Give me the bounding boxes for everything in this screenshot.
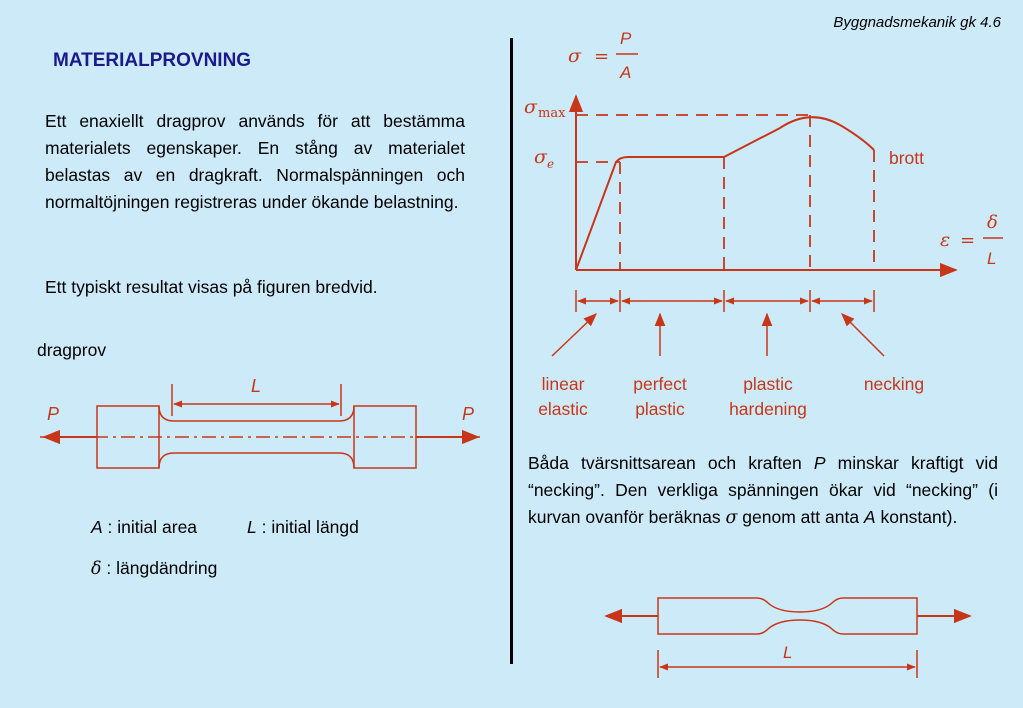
svg-text:δ: δ	[987, 212, 998, 233]
necked-specimen	[606, 598, 970, 678]
svg-text:P: P	[620, 29, 632, 48]
phase-necking: necking	[863, 374, 925, 394]
pointer-necking	[842, 314, 884, 356]
strain-formula	[940, 212, 1003, 268]
force-label-right: P	[462, 404, 475, 424]
length-label: L	[251, 376, 262, 396]
intro-paragraph: Ett enaxiellt dragprov används för att bestämma materialets egenskaper. En stång av materialet belastas av en dragkraft. Normalspänningen och normaltöjningen registreras under ökande belastning.	[45, 111, 465, 212]
page-title: MATERIALPROVNING	[53, 50, 252, 71]
specimen-gauge-top	[159, 406, 354, 421]
legend-area: A : initial area	[91, 517, 198, 537]
phase-perfect-plastic: perfect plastic	[633, 374, 687, 419]
legend-length: L : initial längd	[247, 517, 359, 537]
svg-text:L: L	[987, 249, 997, 268]
necked-length-label: L	[783, 643, 793, 662]
legend-delta: δ : längdändring	[91, 558, 218, 579]
svg-text:=: =	[594, 46, 610, 67]
specimen-gauge-bottom	[159, 453, 354, 468]
phase-linear-elastic: linear elastic	[538, 374, 588, 419]
pointer-linear	[552, 314, 596, 356]
stress-strain-diagram	[552, 96, 956, 356]
svg-text:σ: σ	[534, 146, 547, 168]
sigma-e-label	[534, 146, 554, 171]
result-paragraph: Ett typiskt resultat visas på figuren bredvid.	[45, 277, 378, 297]
svg-text:ε: ε	[940, 229, 951, 251]
fracture-label: brott	[889, 148, 925, 168]
svg-text:σ: σ	[568, 45, 581, 67]
necking-paragraph: Båda tvärsnittsarean och kraften P minskar kraftigt vid “necking”. Den verkliga spänningen ökar vid “necking” (i kurvan ovanför beräknas σ genom att anta A konstant).	[528, 453, 999, 528]
svg-text:max: max	[538, 106, 566, 121]
svg-text:A: A	[620, 63, 632, 82]
svg-text:σ: σ	[524, 96, 537, 118]
phase-plastic-hardening: plastic hardening	[729, 374, 807, 419]
sigma-max-label	[524, 96, 566, 121]
force-label-left: P	[47, 404, 60, 424]
course-reference: Byggnadsmekanik gk 4.6	[833, 14, 1001, 31]
specimen-caption: dragprov	[37, 340, 107, 360]
svg-text:e: e	[547, 157, 555, 171]
svg-text:=: =	[960, 230, 976, 251]
tensile-specimen	[40, 384, 480, 468]
stress-formula	[568, 29, 638, 82]
